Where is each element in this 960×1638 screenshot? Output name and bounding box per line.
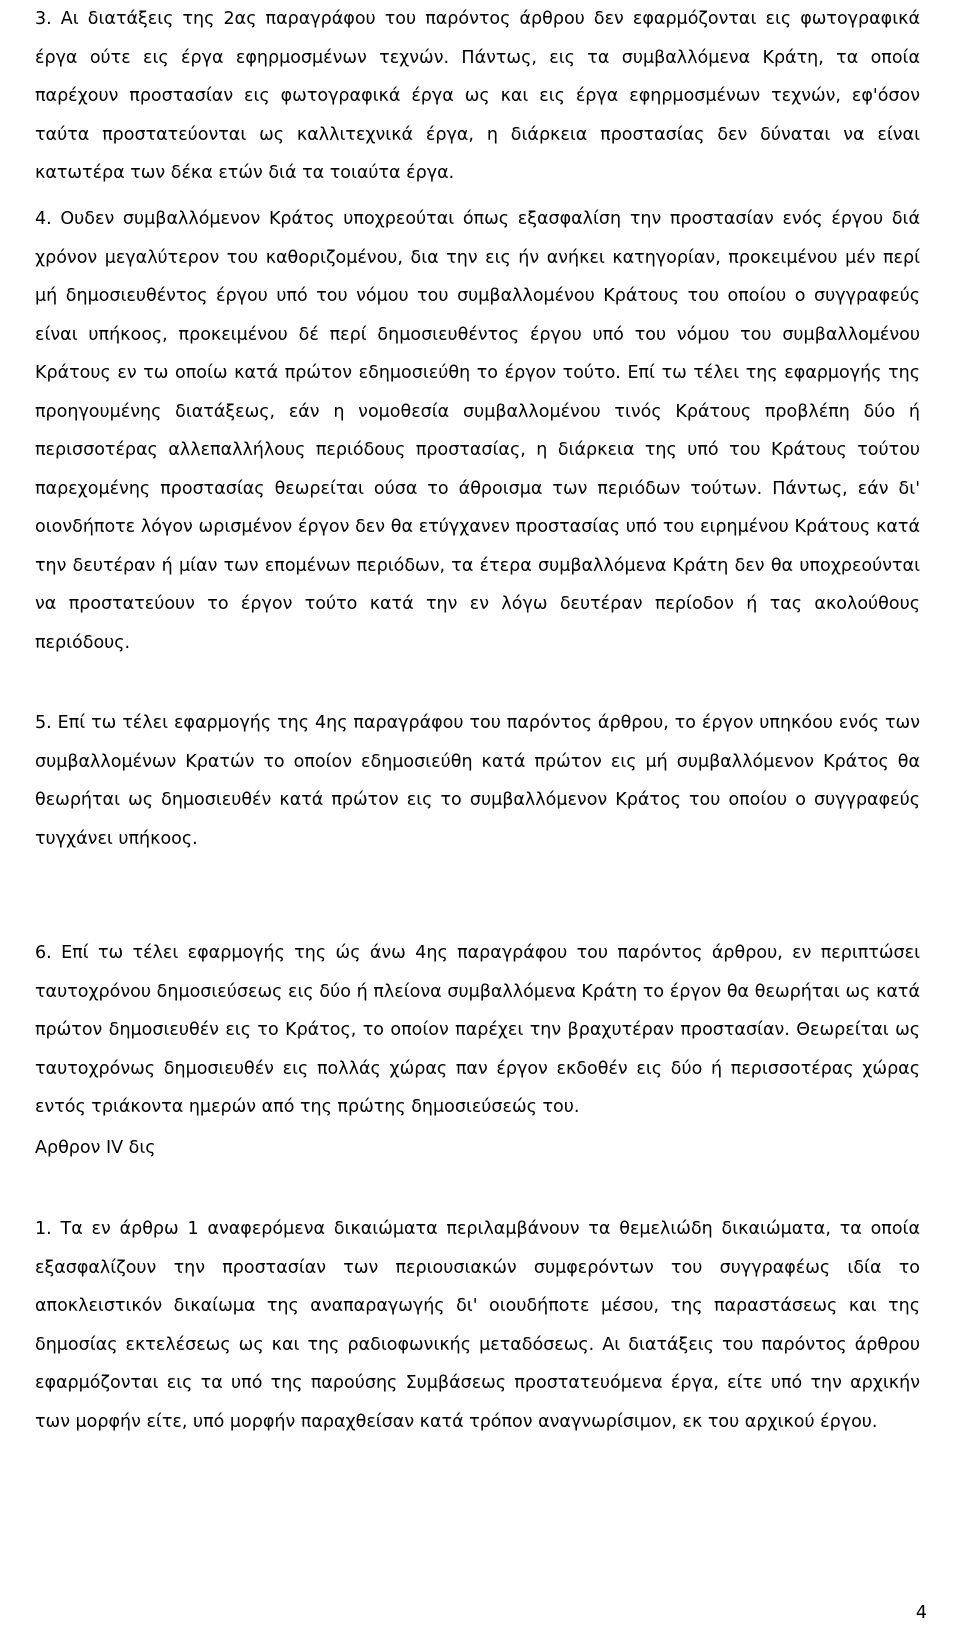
paragraph-article-iv-bis-1: 1. Τα εν άρθρω 1 αναφερόμενα δικαιώματα περιλαμβάνουν τα θεμελιώδη δικαιώματα, τα οποία εξασφαλίζουν την προστασίαν των περιουσιακών συμφερόντων του συγγραφέως ιδία το αποκλειστικόν δικαίωμα της αναπαραγωγής δι' οιουδήποτε μέσου, της παραστάσεως και της δημοσίας εκτελέσεως ως και της ραδιοφωνικής μεταδόσεως. Αι διατάξεις του παρόντος άρθρου εφαρμόζονται εις τα υπό της παρούσης Συμβάσεως προστατευόμενα έργα, είτε υπό την αρχικήν των μορφήν είτε, υπό μορφήν παραχθείσαν κατά τρόπον αναγνωρίσιμον, εκ του αρχικού έργου. bbox=[35, 1219, 920, 1432]
paragraph-5: 5. Επί τω τέλει εφαρμογής της 4ης παραγράφου του παρόντος άρθρου, το έργον υπηκόου ενός των συμβαλλομένων Κρατών το οποίον εδημοσιεύθη κατά πρώτον εις μή συμβαλλόμενον Κράτος θα θεωρήται ως δημοσιευθέν κατά πρώτον εις το συμβαλλόμενον Κράτος του οποίου ο συγγραφεύς τυγχάνει υπήκοος. bbox=[35, 713, 920, 849]
paragraph-4: 4. Ουδεν συμβαλλόμενον Κράτος υποχρεούται όπως εξασφαλίση την προστασίαν ενός έργου διά χρόνον μεγαλύτερον του καθοριζομένου, δια την εις ήν ανήκει κατηγορίαν, προκειμένου μέν περί μή δημοσιευθέντος έργου υπό του νόμου του συμβαλλομένου Κράτους του οποίου ο συγγραφεύς είναι υπήκοος, προκειμένου δέ περί δημοσιευθέντος έργου υπό του νόμου του συμβαλλομένου Κράτους εν τω οποίω κατά πρώτον εδημοσιεύθη το έργον τούτο. Επί τω τέλει της εφαρμογής της προηγουμένης διατάξεως, εάν η νομοθεσία συμβαλλομένου τινός Κράτους προβλέπη δύο ή περισσοτέρας αλλεπαλλήλους περιόδους προστασίας, η διάρκεια της υπό του Κράτους τούτου παρεχομένης προστασίας θεωρείται ούσα το άθροισμα των περιόδων τούτων. Πάντως, εάν δι' οιονδήποτε λόγον ωρισμένον έργον δεν θα ετύγχανεν προστασίας υπό του ειρημένου Κράτους κατά την δευτέραν ή μίαν των επομένων περιόδων, τα έτερα συμβαλλόμενα Κράτη δεν θα υποχρεούνται να προστατεύουν το έργον τούτο κατά την εν λόγω δευτέραν περίοδον ή τας ακολούθους περιόδους. bbox=[35, 209, 920, 653]
article-heading: Αρθρον IV δις bbox=[35, 1138, 156, 1158]
page-number: 4 bbox=[915, 1603, 927, 1623]
paragraph-3: 3. Αι διατάξεις της 2ας παραγράφου του παρόντος άρθρου δεν εφαρμόζονται εις φωτογραφικά έργα ούτε εις έργα εφηρμοσμένων τεχνών. Πάντως, εις τα συμβαλλόμενα Κράτη, τα οποία παρέχουν προστασίαν εις φωτογραφικά έργα ως και εις έργα εφηρμοσμένων τεχνών, εφ'όσον ταύτα προστατεύονται ως καλλιτεχνικά έργα, η διάρκεια προστασίας δεν δύναται να είναι κατωτέρα των δέκα ετών διά τα τοιαύτα έργα. bbox=[35, 9, 920, 183]
paragraph-6: 6. Επί τω τέλει εφαρμογής της ώς άνω 4ης παραγράφου του παρόντος άρθρου, εν περιπτώσει ταυτοχρόνου δημοσιεύσεως εις δύο ή πλείονα συμβαλλόμενα Κράτη το έργον θα θεωρήται ως κατά πρώτον δημοσιευθέν εις το Κράτος, το οποίον παρέχει την βραχυτέραν προστασίαν. Θεωρείται ως ταυτοχρόνως δημοσιευθέν εις πολλάς χώρας παν έργον εκδοθέν εις δύο ή περισσοτέρας χώρας εντός τριάκοντα ημερών από της πρώτης δημοσιεύσεώς του. bbox=[35, 943, 920, 1117]
